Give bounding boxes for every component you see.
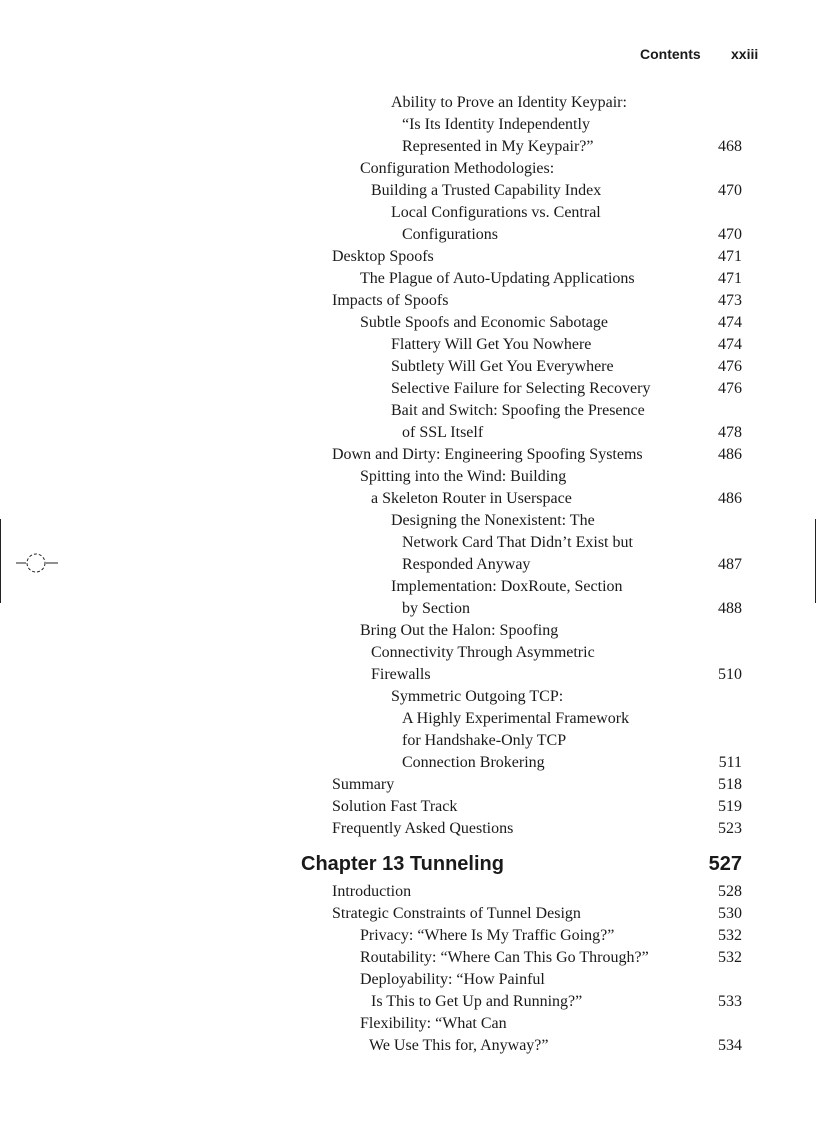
toc-entry-page-number: 534 (718, 1037, 742, 1054)
toc-entry-text: Selective Failure for Selecting Recovery (391, 380, 651, 397)
toc-entry-text: Is This to Get Up and Running?” (371, 993, 583, 1010)
toc-entry-page-number: 528 (718, 883, 742, 900)
toc-entry-page-number: 530 (718, 905, 742, 922)
toc-entry-text: Configuration Methodologies: (360, 160, 555, 177)
toc-entry-page-number: 473 (718, 292, 742, 309)
toc-entry[interactable] (0, 356, 816, 378)
chapter-page-number: 527 (708, 853, 742, 875)
toc-entry[interactable] (0, 466, 816, 510)
toc-entry-text: for Handshake-Only TCP (402, 732, 567, 749)
toc-entry-page-number: 486 (718, 446, 742, 463)
toc-entry[interactable] (0, 290, 816, 312)
toc-entry[interactable] (0, 246, 816, 268)
toc-entry-text: Connection Brokering (402, 754, 545, 771)
toc-entry-text: Privacy: “Where Is My Traffic Going?” (360, 927, 615, 944)
toc-entry[interactable] (0, 202, 816, 246)
toc-entry-page-number: 487 (718, 556, 742, 573)
toc-entry-text: The Plague of Auto-Updating Applications (360, 270, 635, 287)
toc-entry[interactable] (0, 510, 816, 576)
toc-entry[interactable] (0, 444, 816, 466)
toc-entry-page-number: 474 (718, 314, 742, 331)
toc-entry-page-number: 471 (718, 248, 742, 265)
toc-entry-text: Configurations (402, 226, 498, 243)
toc-entry-text: Subtle Spoofs and Economic Sabotage (360, 314, 608, 331)
running-header (0, 46, 816, 66)
toc-entry-text: Solution Fast Track (332, 798, 458, 815)
toc-entry-page-number: 518 (718, 776, 742, 793)
toc-entry[interactable] (0, 620, 816, 686)
toc-entry-text: Building a Trusted Capability Index (371, 182, 602, 199)
toc-entry-text: Bring Out the Halon: Spoofing (360, 622, 559, 639)
toc-entry-text: Down and Dirty: Engineering Spoofing Systems (332, 446, 643, 463)
toc-entry-text: “Is Its Identity Independently (402, 116, 590, 133)
toc-entry-text: Represented in My Keypair?” (402, 138, 594, 155)
toc-entry-text: Flexibility: “What Can (360, 1015, 507, 1032)
toc-entry-page-number: 510 (718, 666, 742, 683)
toc-entry-page-number: 523 (718, 820, 742, 837)
toc-entry-text: Summary (332, 776, 395, 793)
toc-entry-page-number: 470 (718, 182, 742, 199)
toc-entry-page-number: 533 (718, 993, 742, 1010)
toc-entry-page-number: 532 (718, 927, 742, 944)
toc-entry-page-number: 532 (718, 949, 742, 966)
table-of-contents (0, 92, 816, 1057)
toc-entry[interactable] (0, 818, 816, 840)
toc-entry[interactable] (0, 686, 816, 774)
toc-entry-page-number: 470 (718, 226, 742, 243)
toc-entry[interactable] (0, 1013, 816, 1057)
toc-entry[interactable] (0, 92, 816, 158)
toc-entry-text: Flattery Will Get You Nowhere (391, 336, 592, 353)
toc-entry[interactable] (0, 334, 816, 356)
toc-entry[interactable] (0, 947, 816, 969)
crop-mark-left (0, 519, 1, 603)
toc-entry-text: Bait and Switch: Spoofing the Presence (391, 402, 645, 419)
toc-entry[interactable] (0, 969, 816, 1013)
toc-entry-text: Firewalls (371, 666, 431, 683)
toc-entry-text: a Skeleton Router in Userspace (371, 490, 572, 507)
toc-entries-chapter-13 (0, 881, 816, 1057)
toc-entry-text: Network Card That Didn’t Exist but (402, 534, 633, 551)
toc-entry-text: Designing the Nonexistent: The (391, 512, 595, 529)
toc-entry-page-number: 476 (718, 380, 742, 397)
header-page-number: xxiii (731, 46, 759, 62)
toc-entry-text: Ability to Prove an Identity Keypair: (391, 94, 627, 111)
toc-entry-page-number: 519 (718, 798, 742, 815)
toc-entry[interactable] (0, 268, 816, 290)
toc-entry-text: Impacts of Spoofs (332, 292, 449, 309)
toc-entry-text: Routability: “Where Can This Go Through?” (360, 949, 649, 966)
toc-entry-page-number: 468 (718, 138, 742, 155)
toc-entry-page-number: 488 (718, 600, 742, 617)
chapter-heading[interactable] (0, 849, 816, 881)
toc-entry[interactable] (0, 576, 816, 620)
toc-entry-text: A Highly Experimental Framework (402, 710, 630, 727)
toc-entry-text: Connectivity Through Asymmetric (371, 644, 595, 661)
toc-entry-text: Spitting into the Wind: Building (360, 468, 567, 485)
toc-entry[interactable] (0, 378, 816, 400)
toc-entry[interactable] (0, 400, 816, 444)
toc-entry-page-number: 474 (718, 336, 742, 353)
chapter-title: Chapter 13 Tunneling (301, 853, 504, 875)
toc-entry[interactable] (0, 881, 816, 903)
toc-entry[interactable] (0, 158, 816, 202)
toc-entry[interactable] (0, 774, 816, 796)
toc-entry-text: Strategic Constraints of Tunnel Design (332, 905, 581, 922)
toc-entry-text: of SSL Itself (402, 424, 484, 441)
toc-entry-text: Desktop Spoofs (332, 248, 434, 265)
toc-entry-text: Frequently Asked Questions (332, 820, 514, 837)
toc-entry-page-number: 511 (718, 754, 742, 771)
toc-entries-chapter-12 (0, 92, 816, 840)
toc-entry-text: Symmetric Outgoing TCP: (391, 688, 564, 705)
toc-entry-text: Responded Anyway (402, 556, 531, 573)
toc-entry[interactable] (0, 903, 816, 925)
toc-entry-page-number: 478 (718, 424, 742, 441)
toc-entry-text: Implementation: DoxRoute, Section (391, 578, 623, 595)
toc-entry-page-number: 476 (718, 358, 742, 375)
toc-entry-text: Local Configurations vs. Central (391, 204, 601, 221)
toc-entry[interactable] (0, 925, 816, 947)
toc-entry-page-number: 486 (718, 490, 742, 507)
toc-entry-text: Introduction (332, 883, 412, 900)
toc-entry-page-number: 471 (718, 270, 742, 287)
registration-mark-icon (16, 546, 58, 580)
toc-entry[interactable] (0, 796, 816, 818)
toc-entry-text: We Use This for, Anyway?” (369, 1037, 549, 1054)
toc-entry-text: Deployability: “How Painful (360, 971, 545, 988)
header-title: Contents (640, 46, 701, 62)
toc-entry-text: by Section (402, 600, 470, 617)
toc-entry[interactable] (0, 312, 816, 334)
toc-entry-text: Subtlety Will Get You Everywhere (391, 358, 614, 375)
